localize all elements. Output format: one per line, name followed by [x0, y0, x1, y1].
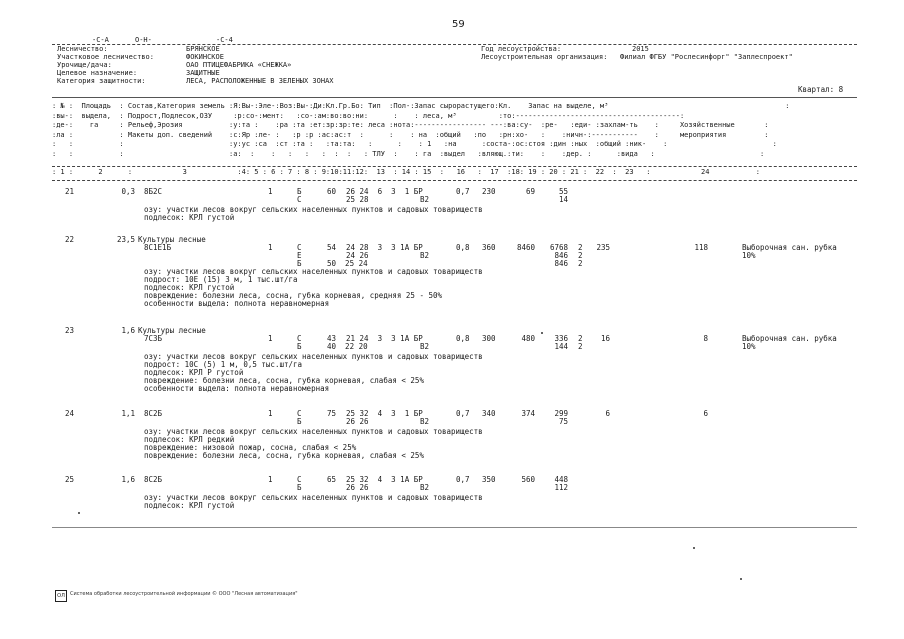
- row-species: С: [297, 334, 302, 343]
- row-note: озу: участки лесов вокруг сельских населенных пунктов и садовых товариществ: [144, 267, 483, 276]
- row-stock-per-ha: 230: [482, 187, 496, 196]
- row-height-diameter: 26 26: [346, 417, 369, 426]
- row-stock-total: 8460: [516, 243, 535, 252]
- header-bottom-rule: [52, 180, 857, 181]
- row-note: подлесок: КРЛ густой: [144, 283, 235, 292]
- row-land-category: 1: [268, 475, 273, 484]
- row-stock-total: 480: [521, 334, 535, 343]
- row-age: 60: [327, 187, 337, 196]
- row-stock-component: 299: [554, 409, 568, 418]
- row-height-diameter: 50 25 24: [327, 259, 368, 268]
- row-density: 0,8: [456, 334, 470, 343]
- info-value: БРЯНСКОЕ: [186, 45, 220, 53]
- row-litter: 6: [703, 409, 708, 418]
- row-number: 25: [65, 475, 75, 484]
- row-note: подлесок: КРЛ Р густой: [144, 368, 244, 377]
- row-height-diameter: 24 28 3 3 1А БР: [346, 243, 423, 252]
- row-class: 2: [578, 251, 583, 260]
- info-label: Лесоустроительная организация:: [481, 53, 608, 61]
- row-species: С: [297, 409, 302, 418]
- row-land-category: 1: [268, 187, 273, 196]
- row-area: 1,6: [121, 475, 135, 484]
- row-note: подрост: 10С (5) 1 м, 0,5 тыс.шт/га: [144, 360, 303, 369]
- info-value: ФОКИНСКОЕ: [186, 53, 224, 61]
- row-note: озу: участки лесов вокруг сельских населенных пунктов и садовых товариществ: [144, 205, 483, 214]
- top-mark: -С-4: [216, 36, 233, 44]
- row-species: Б: [297, 483, 302, 492]
- row-composition: 7С3Б: [144, 334, 163, 343]
- row-stock-component: 846: [554, 251, 568, 260]
- row-stock-total: 69: [525, 187, 535, 196]
- row-land-category: 1: [268, 334, 273, 343]
- row-area: 1,6: [121, 326, 135, 335]
- row-height-diameter: 25 32 4 3 1А БР: [346, 475, 423, 484]
- bottom-rule: [52, 527, 857, 528]
- row-number: 21: [65, 187, 75, 196]
- row-stock-total: 374: [521, 409, 535, 418]
- row-species: С: [297, 243, 302, 252]
- row-height-diameter: 26 26: [346, 483, 369, 492]
- row-area: 0,3: [121, 187, 135, 196]
- scan-speck: [740, 578, 742, 580]
- row-note: повреждение: болезни леса, сосна, губка корневая, слабая < 25%: [144, 451, 424, 460]
- row-height-diameter: 25 28: [346, 195, 369, 204]
- row-dry-stock: 6: [605, 409, 610, 418]
- row-litter: 8: [703, 334, 708, 343]
- row-species: Б: [297, 417, 302, 426]
- row-forest-type: В2: [420, 251, 430, 260]
- row-note: подрост: 10Е (15) 3 м, 1 тыс.шт/га: [144, 275, 298, 284]
- header-line: : : : :а: : : : : : : : : ТЛУ : : га :выдел :вляющ.:ти: : :дер. : :вида : :: [52, 149, 765, 158]
- row-note: повреждение: болезни леса, сосна, губка корневая, средняя 25 - 50%: [144, 291, 443, 300]
- row-height-diameter: 21 24 3 3 1А БР: [346, 334, 423, 343]
- row-species: Б: [297, 259, 302, 268]
- row-age: 43: [327, 334, 337, 343]
- row-height-diameter: 40 22 20: [327, 342, 368, 351]
- row-density: 0,7: [456, 475, 470, 484]
- row-stock-component: 846: [554, 259, 568, 268]
- page-number: 59: [452, 19, 465, 30]
- row-dry-stock: 16: [600, 334, 610, 343]
- kvartal-label: Квартал: 8: [798, 85, 844, 94]
- row-land-category: 1: [268, 243, 273, 252]
- row-density: 0,7: [456, 409, 470, 418]
- row-number: 24: [65, 409, 75, 418]
- row-age: 65: [327, 475, 337, 484]
- row-stock-component: 75: [558, 417, 568, 426]
- row-stock-component: 112: [554, 483, 568, 492]
- info-value: ЗАЩИТНЫЕ: [186, 69, 220, 77]
- row-stock-per-ha: 360: [482, 243, 496, 252]
- top-mark: -С-А: [92, 36, 109, 44]
- row-note: озу: участки лесов вокруг сельских населенных пунктов и садовых товариществ: [144, 352, 483, 361]
- info-label: Категория защитности:: [57, 77, 146, 85]
- info-label: Лесничество:: [57, 45, 108, 53]
- scan-speck: [78, 512, 80, 514]
- row-height-diameter: 24 26: [346, 251, 369, 260]
- footer-logo: ОЛ: [55, 590, 67, 602]
- row-dry-stock: 235: [596, 243, 610, 252]
- row-number: 22: [65, 235, 75, 244]
- row-stock-component: 448: [554, 475, 568, 484]
- row-note: озу: участки лесов вокруг сельских населенных пунктов и садовых товариществ: [144, 427, 483, 436]
- header-line: : : : :у:ус :са :ст :та : :та:та: : : : 1 :на :соста-:ос:стоя :дин :ных :общий :ник- : :: [52, 140, 777, 148]
- row-class: 2: [578, 259, 583, 268]
- row-category-label: Культуры лесные: [138, 326, 206, 335]
- info-value: ЛЕСА, РАСПОЛОЖЕННЫЕ В ЗЕЛЕНЫХ ЗОНАХ: [186, 77, 334, 85]
- row-height-diameter: 25 32 4 3 1 БР: [346, 409, 423, 418]
- row-note: подлесок: КРЛ густой: [144, 501, 235, 510]
- row-species: С: [297, 475, 302, 484]
- row-stock-component: 55: [558, 187, 568, 196]
- top-mark: О-Н-: [135, 36, 152, 44]
- header-line: :ла : : Макеты доп. сведений :с:Яр :ле- : :р :р :ас:ас:т : : : на :общий :по :рн:хо- : :ничн-:----------- : мероприятия :: [52, 130, 769, 139]
- row-age: 54: [327, 243, 337, 252]
- row-note: особенности выдела: полнота неравномерная: [144, 299, 330, 308]
- row-note: озу: участки лесов вокруг сельских населенных пунктов и садовых товариществ: [144, 493, 483, 502]
- row-class: 2: [578, 334, 583, 343]
- row-note: подлесок: КРЛ редкий: [144, 435, 235, 444]
- info-value: 2015: [632, 45, 649, 53]
- row-forest-type: В2: [420, 417, 430, 426]
- row-height-diameter: 26 24 6 3 1 БР: [346, 187, 423, 196]
- row-age: 75: [327, 409, 337, 418]
- row-stock-component: 6768: [549, 243, 568, 252]
- info-label: Участковое лесничество:: [57, 53, 154, 61]
- row-stock-per-ha: 350: [482, 475, 496, 484]
- row-species: Е: [297, 251, 302, 260]
- row-class: 2: [578, 342, 583, 351]
- row-class: 2: [578, 243, 583, 252]
- row-stock-component: 14: [558, 195, 568, 204]
- scan-speck: [693, 547, 695, 549]
- header-mid-rule: [52, 166, 857, 167]
- top-rule: [52, 44, 857, 45]
- row-stock-per-ha: 340: [482, 409, 496, 418]
- info-value: ОАО ПТИЦЕФАБРИКА «СНЕЖКА»: [186, 61, 292, 69]
- row-number: 23: [65, 326, 75, 335]
- header-line: :де-: га : Рельеф,Эрозия :у:та : :ра :та :ет:зр:зр:те: леса :нота:----------------- ---:ва:су- :ре- :еди- :захлам-ть : Хозяйственные :: [52, 121, 769, 129]
- row-composition: 8Б2С: [144, 187, 163, 196]
- header-line: : № : Площадь : Состав,Категория земель :Я:Вы-:Эле-:Воз:Вы-:Ди:Кл.Гр.Бо: Тип :Пол-:Запас сырорастущего:Кл. Запас на выделе, м³ :: [52, 102, 790, 110]
- info-label: Год лесоустройства:: [481, 45, 562, 53]
- row-measures: Выборочная сан. рубка 10%: [742, 243, 837, 260]
- scan-speck: [541, 332, 543, 334]
- row-density: 0,7: [456, 187, 470, 196]
- row-area: 23,5: [116, 235, 135, 244]
- row-composition: 8С1Е1Б: [144, 243, 172, 252]
- row-forest-type: В2: [420, 195, 430, 204]
- row-composition: 8С2Б: [144, 409, 163, 418]
- info-label: Урочище/дача:: [57, 61, 112, 69]
- row-land-category: 1: [268, 409, 273, 418]
- header-top-rule: [52, 97, 857, 98]
- row-measures: Выборочная сан. рубка 10%: [742, 334, 837, 351]
- row-composition: 8С2Б: [144, 475, 163, 484]
- row-stock-component: 144: [554, 342, 568, 351]
- row-stock-per-ha: 300: [482, 334, 496, 343]
- row-species: С: [297, 195, 302, 204]
- row-note: особенности выдела: полнота неравномерная: [144, 384, 330, 393]
- info-label: Целевое назначение:: [57, 69, 138, 77]
- row-note: подлесок: КРЛ густой: [144, 213, 235, 222]
- row-stock-total: 560: [521, 475, 535, 484]
- column-numbers: : 1 : 2 : 3 :4: 5 : 6 : 7 : 8 : 9:10:11:12: 13 : 14 : 15 : 16 : 17 :18: 19 : 20 : 21 : 22 : 23 : 24 :: [52, 168, 761, 176]
- row-litter: 118: [694, 243, 708, 252]
- row-density: 0,8: [456, 243, 470, 252]
- row-stock-component: 336: [554, 334, 568, 343]
- row-forest-type: В2: [420, 342, 430, 351]
- row-category-label: Культуры лесные: [138, 235, 206, 244]
- row-species: Б: [297, 342, 302, 351]
- row-note: повреждение: болезни леса, сосна, губка корневая, слабая < 25%: [144, 376, 424, 385]
- header-line: :вы-: выдела, : Подрост,Подлесок,ОЗУ :р:со-:мент: :со-:ам:во:во:ни: : : леса, м³ :то:---------------------------------------:: [52, 111, 685, 120]
- row-forest-type: В2: [420, 483, 430, 492]
- row-species: Б: [297, 187, 302, 196]
- row-area: 1,1: [121, 409, 135, 418]
- footer-text: Система обработки лесоустроительной информации © ООО "Лесная автоматизация": [70, 591, 298, 597]
- row-note: повреждение: низовой пожар, сосна, слабая < 25%: [144, 443, 357, 452]
- info-value: Филиал ФГБУ "Рослесинфорг" "Заплеспроект": [620, 53, 793, 61]
